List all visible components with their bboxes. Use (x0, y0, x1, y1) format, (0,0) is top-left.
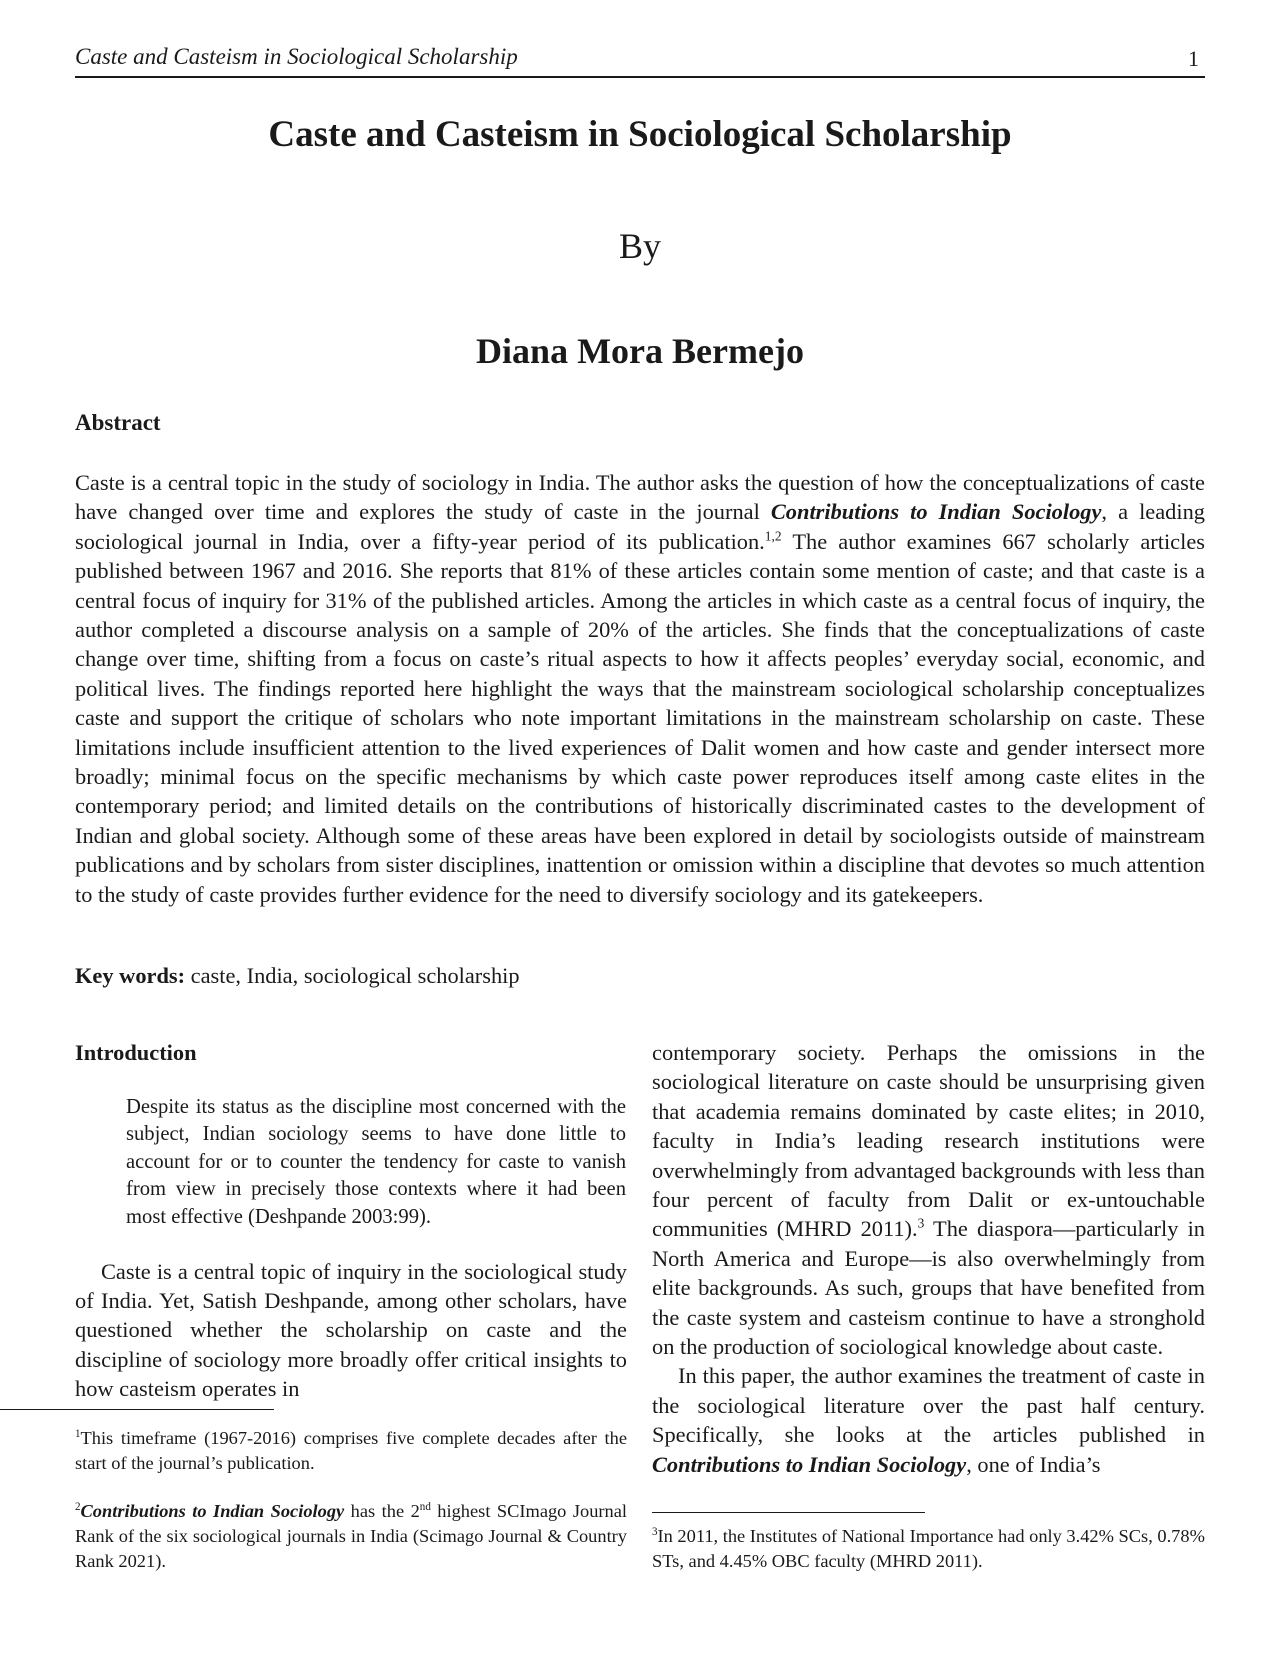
right-para-2-journal: Contributions to Indian Sociology (652, 1451, 967, 1477)
right-para-1-footnote-ref: 3 (917, 1215, 925, 1231)
abstract-text-1: Caste is a central topic in the study of sociology in India. The author asks the question of how the conceptualizations of caste have changed over time and explores the study of caste in the journal (75, 470, 1205, 525)
footnote-1-mark: 1 (75, 1427, 81, 1440)
author-name: Diana Mora Bermejo (476, 331, 804, 371)
footnote-2-mark: 2 (75, 1500, 81, 1513)
right-para-1-text-a: contemporary society. Perhaps the omissions in the sociological literature on caste should be unsurprising given that academia remains dominated by caste elites; in 2010, faculty in India’s leading research institutions were overwhelmingly from advantaged backgrounds with less than four percent of faculty from Dalit or ex-untouchable communities (MHRD 2011). (652, 1040, 1205, 1242)
byline: By (618, 226, 661, 266)
running-head (75, 42, 1205, 78)
abstract-footnote-ref: 1,2 (764, 528, 782, 544)
footnote-2-text-a: has the 2 (344, 1501, 420, 1521)
page-number: 1 (1188, 46, 1199, 71)
footnote-2-sup: nd (419, 1500, 431, 1513)
keywords-text: caste, India, sociological scholarship (185, 963, 520, 988)
footnote-3 (652, 1524, 1205, 1574)
abstract-body (75, 468, 1205, 909)
footnote-rule (652, 1512, 925, 1513)
footnote-2 (75, 1499, 627, 1574)
footnote-1-text: This timeframe (1967-2016) comprises five complete decades after the start of the journal’s publication. (75, 1428, 627, 1473)
abstract-text-2: , a leading sociological journal in India, over a fifty-year period of its publication. (75, 499, 1205, 554)
footnote-1 (75, 1426, 627, 1476)
introduction-heading: Introduction (75, 1040, 197, 1065)
text-underline (0, 1409, 274, 1410)
keywords-label: Key words: (75, 963, 186, 988)
abstract-heading: Abstract (75, 410, 161, 435)
footnote-2-journal: Contributions to Indian Sociology (80, 1501, 345, 1521)
right-para-2-text-a: In this paper, the author examines the treatment of caste in the sociological literature over the past half century. Specifically, she looks at the articles published in (652, 1363, 1205, 1448)
footnote-3-text: In 2011, the Institutes of National Importance had only 3.42% SCs, 0.78% STs, and 4.45% OBC faculty (MHRD 2011). (652, 1526, 1205, 1571)
left-column (75, 1038, 627, 1401)
right-para-2-text-b: , one of India’s (966, 1451, 1101, 1477)
running-head-title: Caste and Casteism in Sociological Scholarship (75, 44, 518, 69)
epigraph-blockquote: Despite its status as the discipline most concerned with the subject, Indian sociology seems to have done little to account for or to counter the tendency for caste to vanish from view in precisely those contexts where it had been most effective (Deshpande 2003:99). (126, 1096, 626, 1228)
introduction-paragraph-2 (652, 1038, 1205, 1361)
abstract-journal-name: Contributions to Indian Sociology (770, 499, 1102, 525)
introduction-paragraph-3 (652, 1361, 1205, 1479)
abstract-text-3: The author examines 667 scholarly articles published between 1967 and 2016. She reports that 81% of these articles contain some mention of caste; and that caste is a central focus of inquiry for 31% of the published articles. Among the articles in which caste as a central focus of inquiry, the author completed a discourse analysis on a sample of 20% of the articles. She finds that the conceptualizations of caste change over time, shifting from a focus on caste’s ritual aspects to how it affects peoples’ everyday social, economic, and political lives. The findings reported here highlight the ways that the mainstream sociological scholarship conceptualizes caste and support the critique of scholars who note important limitations in the mainstream scholarship on caste. These limitations include insufficient attention to the lived experiences of Dalit women and how caste and gender intersect more broadly; minimal focus on the specific mechanisms by which caste power reproduces itself among caste elites in the contemporary period; and limited details on the contributions of historically discriminated castes to the development of Indian and global society. Although some of these areas have been explored in detail by sociologists outside of mainstream publications and by scholars from sister disciplines, inattention or omission within a discipline that devotes so much attention to the study of caste provides further evidence for the need to diversify sociology and its gatekeepers. (75, 528, 1205, 907)
keywords (75, 963, 1205, 989)
footnote-3-mark: 3 (652, 1525, 658, 1538)
paper-title: Caste and Casteism in Sociological Scholarship (268, 114, 1012, 155)
introduction-paragraph-1: Caste is a central topic of inquiry in the sociological study of India. Yet, Satish Deshpande, among other scholars, have questioned whether the scholarship on caste and the discipline of sociology more broadly offer critical insights to how casteism operates in (75, 1259, 627, 1401)
footnote-2-text-b: highest SCImago Journal Rank of the six sociological journals in India (Scimago Journal & Country Rank 2021). (75, 1501, 627, 1571)
right-para-1-text-b: The diaspora—particularly in North America and Europe—is also overwhelmingly from elite backgrounds. As such, groups that have benefited from the caste system and casteism continue to have a stronghold on the production of sociological knowledge about caste. (652, 1216, 1205, 1360)
right-column (652, 1038, 1205, 1479)
